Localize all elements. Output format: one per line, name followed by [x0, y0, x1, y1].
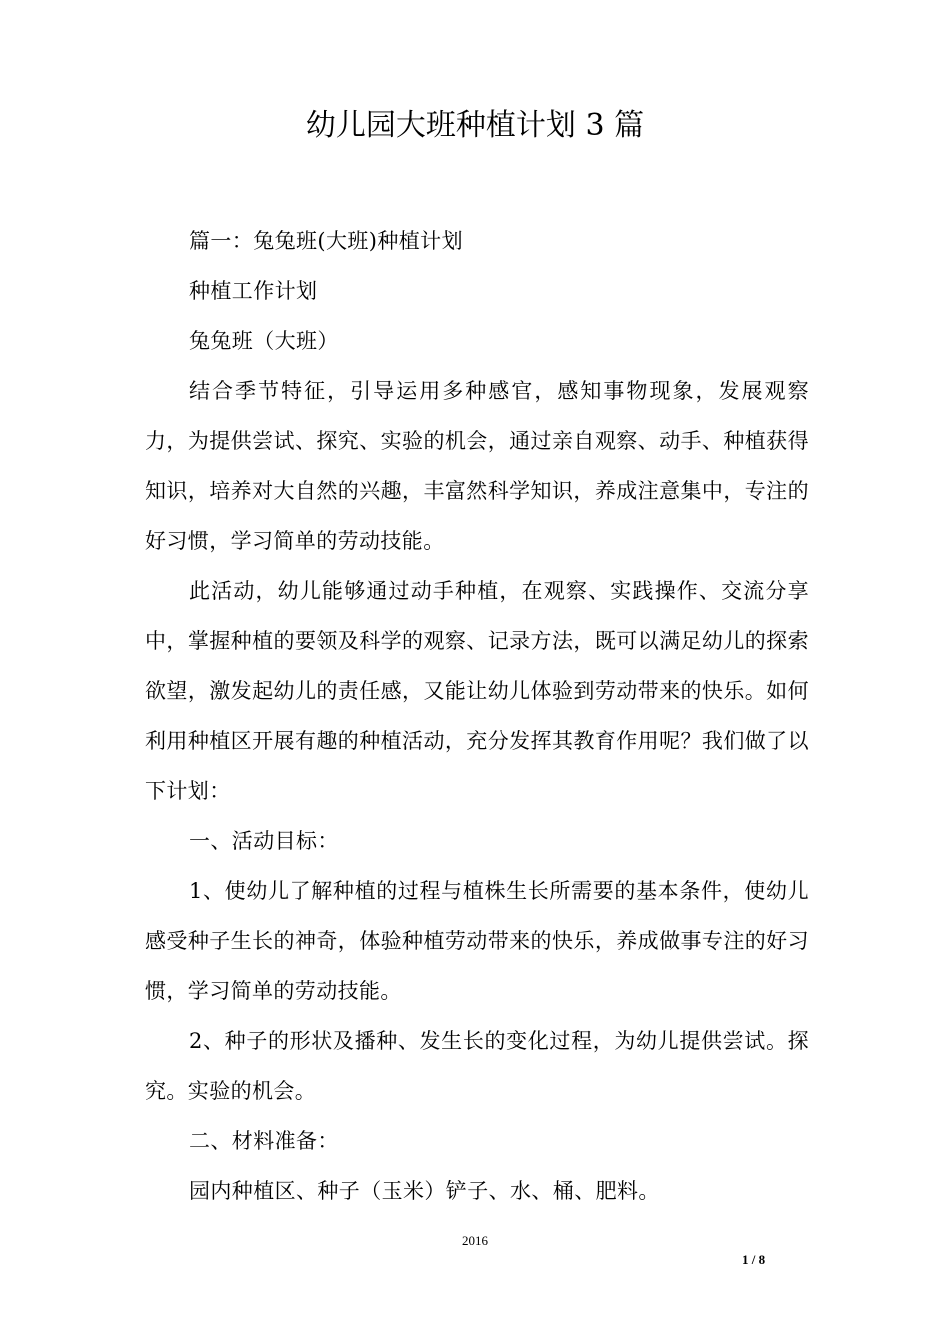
materials-list: 园内种植区、种子（玉米）铲子、水、桶、肥料。 [189, 1179, 660, 1203]
paragraph-activity: 此活动，幼儿能够通过动手种植，在观察、实践操作、交流分享中，掌握种植的要领及科学的观察、记录方法，既可以满足幼儿的探索欲望，激发起幼儿的责任感，又能让幼儿体验到劳动带来的快乐。如何利用种植区开展有趣的种植活动，充分发挥其教育作用呢？我们做了以下计划： [145, 579, 809, 803]
heading-activity-goals: 一、活动目标： [189, 829, 339, 853]
paragraph-intro: 结合季节特征，引导运用多种感官，感知事物现象，发展观察力，为提供尝试、探究、实验的机会，通过亲自观察、动手、种植获得知识，培养对大自然的兴趣，丰富然科学知识，养成注意集中，专注的好习惯，学习简单的劳动技能。 [145, 379, 809, 553]
goal-item-2: 2、种子的形状及播种、发生长的变化过程，为幼儿提供尝试。探究。实验的机会。 [145, 1029, 809, 1103]
footer-year: 2016 [462, 1233, 488, 1248]
heading-materials: 二、材料准备： [189, 1129, 339, 1153]
class-name: 兔兔班（大班） [189, 329, 339, 353]
document-title: 幼儿园大班种植计划 3 篇 [305, 108, 645, 143]
page-number: 1 / 8 [742, 1252, 766, 1267]
goal-item-1: 1、使幼儿了解种植的过程与植株生长所需要的基本条件，使幼儿感受种子生长的神奇，体验种植劳动带来的快乐，养成做事专注的好习惯，学习简单的劳动技能。 [145, 879, 809, 1003]
plan-subtitle: 种植工作计划 [189, 279, 318, 303]
document-body [145, 216, 809, 1216]
section-heading-part-one: 篇一：兔兔班(大班)种植计划 [189, 229, 463, 253]
